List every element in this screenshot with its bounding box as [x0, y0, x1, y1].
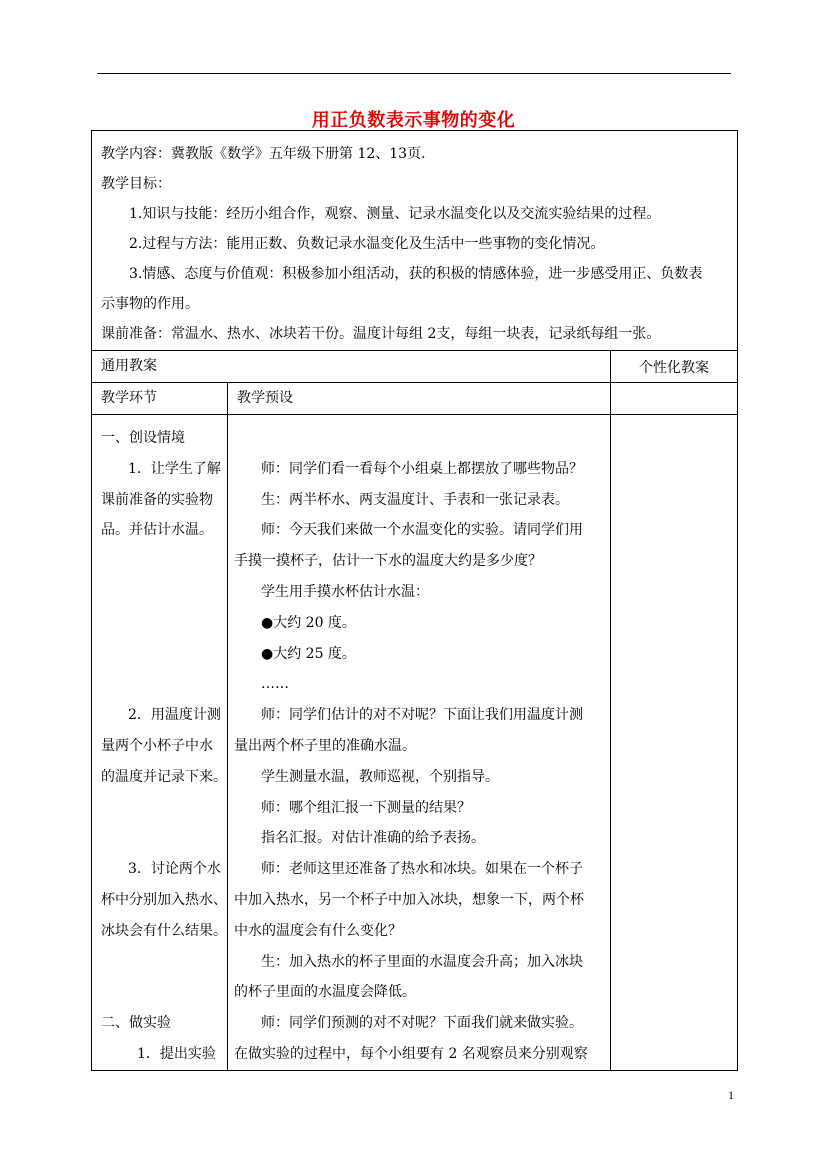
page-number: 1 — [728, 1088, 734, 1102]
plan-line: 师：哪个组汇报一下测量的结果？ — [261, 799, 471, 816]
plan-line: 师：今天我们来做一个水温变化的实验。请同学们用 — [261, 522, 583, 539]
step-1-3-cont: 杯中分别加入热水、 — [101, 891, 227, 908]
step-2-1: 1．提出实验 — [137, 1045, 216, 1062]
column-plan-header: 教学预设 — [228, 383, 611, 415]
personal-plan-cell — [611, 415, 738, 1071]
plan-line: 手摸一摸杯子，估计一下水的温度大约是多少度？ — [234, 553, 542, 570]
column-step-header: 教学环节 — [92, 383, 228, 415]
plan-line: 学生测量水温，教师巡视，个别指导。 — [261, 768, 499, 785]
header-rule — [97, 73, 731, 74]
step-1-2-cont: 量两个小杯子中水 — [101, 737, 213, 754]
step-1-2: 2．用温度计测 — [128, 707, 221, 724]
step-1-heading: 一、创设情境 — [101, 430, 185, 446]
plan-line: 师：同学们估计的对不对呢？下面让我们用温度计测 — [261, 707, 583, 724]
plan-bullet: ●大约 25 度。 — [261, 645, 356, 662]
plan-line: 师：同学们预测的对不对呢？下面我们就来做实验。 — [261, 1015, 583, 1032]
plan-line: 生：两半杯水、两支温度计、手表和一张记录表。 — [261, 491, 569, 508]
plan-line: 中加入热水，另一个杯子中加入冰块，想象一下，两个杯 — [234, 891, 584, 908]
plan-line: 师：同学们看一看每个小组桌上都摆放了哪些物品？ — [261, 460, 583, 477]
goal-process: 2.过程与方法：能用正数、负数记录水温变化及生活中一些事物的变化情况。 — [129, 236, 605, 252]
goals-heading: 教学目标： — [101, 176, 171, 192]
document-title: 用正负数表示事物的变化 — [311, 110, 516, 131]
plan-line: 中水的温度会有什么变化？ — [234, 922, 402, 939]
plan-line: 生：加入热水的杯子里面的水温度会升高；加入冰块 — [261, 953, 583, 970]
teaching-plan-cell — [228, 415, 611, 1071]
step-1-1: 1．让学生了解 — [128, 460, 221, 477]
step-1-1-cont2: 品。并估计水温。 — [101, 522, 213, 539]
step-1-3: 3．讨论两个水 — [128, 861, 221, 878]
plan-bullet: ●大约 20 度。 — [261, 614, 356, 631]
plan-line: 量出两个杯子里的准确水温。 — [234, 737, 416, 754]
plan-line: 指名汇报。对估计准确的给予表扬。 — [261, 830, 485, 847]
lesson-info-cell — [92, 131, 738, 351]
preparation: 课前准备：常温水、热水、冰块若干份。温度计每组 2支，每组一块表，记录纸每组一张。 — [101, 326, 661, 342]
teaching-content: 教学内容：冀教版《数学》五年级下册第 12、13页. — [101, 146, 426, 162]
lesson-plan-table — [91, 130, 738, 1071]
plan-line: 学生用手摸水杯估计水温： — [261, 583, 429, 600]
step-2-heading: 二、做实验 — [101, 1015, 171, 1032]
plan-line: 的杯子里面的水温度会降低。 — [234, 984, 416, 1001]
personal-plan-header: 个性化教案 — [611, 351, 738, 383]
step-1-1-cont: 课前准备的实验物 — [101, 491, 213, 508]
personal-header-blank — [611, 383, 738, 415]
plan-line: 师：老师这里还准备了热水和冰块。如果在一个杯子 — [261, 861, 583, 878]
goal-knowledge: 1.知识与技能：经历小组合作，观察、测量、记录水温变化以及交流实验结果的过程。 — [129, 206, 661, 222]
step-1-3-cont2: 冰块会有什么结果。 — [101, 922, 227, 939]
general-plan-header: 通用教案 — [92, 351, 611, 383]
plan-line: 在做实验的过程中，每个小组要有 2 名观察员来分别观察 — [234, 1045, 588, 1062]
teaching-steps-cell — [92, 415, 228, 1071]
goal-attitude-cont: 示事物的作用。 — [101, 296, 199, 312]
step-1-2-cont2: 的温度并记录下来。 — [101, 768, 227, 785]
goal-attitude: 3.情感、态度与价值观：积极参加小组活动，获的积极的情感体验，进一步感受用正、负数表 — [129, 266, 703, 282]
plan-ellipsis: …… — [261, 676, 289, 693]
